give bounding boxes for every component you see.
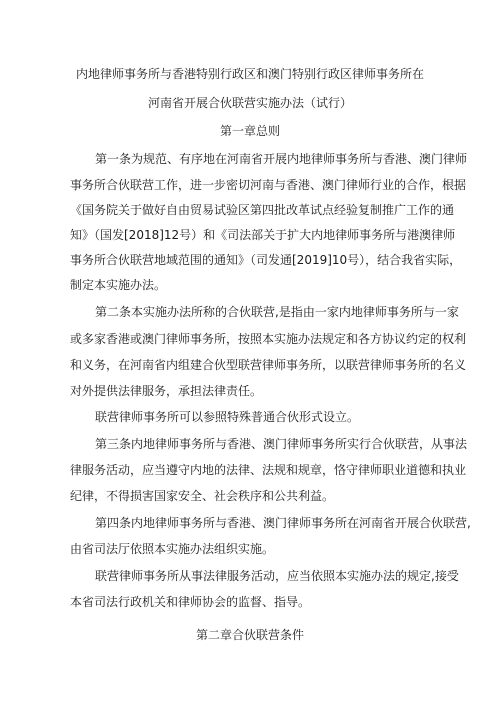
paragraph-line: 第二条本实施办法所称的合伙联营,是指由一家内地律师事务所与一家 <box>95 305 459 319</box>
paragraph-line: 知》（国发[2018]12号）和《司法部关于扩大内地律师事务所与港澳律师 <box>70 228 456 242</box>
paragraph-line: 事务所合伙联营工作，进一步密切河南与香港、澳门律师行业的合作，根据 <box>70 178 467 192</box>
chapter-heading-1: 第一章总则 <box>219 124 280 138</box>
paragraph-line: 联营律师事务所可以参照特殊普通合伙形式设立。 <box>95 410 360 424</box>
paragraph-line: 本省司法行政机关和律师协会的监督、指导。 <box>70 595 311 609</box>
paragraph-line: 联营律师事务所从事法律服务活动，应当依照本实施办法的规定,接受 <box>95 569 459 583</box>
chapter-heading-2: 第二章合伙联营条件 <box>195 628 304 642</box>
paragraph-line: 第三条内地律师事务所与香港、澳门律师事务所实行合伙联营，从事法 <box>95 437 468 451</box>
document-title-line-2: 河南省开展合伙联营实施办法（试行） <box>147 96 352 110</box>
paragraph-line: 纪律，不得损害国家安全、社会秩序和公共利益。 <box>70 489 335 503</box>
paragraph-line: 或多家香港或澳门律师事务所，按照本实施办法规定和各方协议约定的权利 <box>70 332 467 346</box>
paragraph-line: 对外提供法律服务，承担法律责任。 <box>70 384 263 398</box>
paragraph-line: 制定本实施办法。 <box>70 278 167 292</box>
document-title-line-1: 内地律师事务所与香港特别行政区和澳门特别行政区律师事务所在 <box>75 67 424 81</box>
paragraph-line: 第四条内地律师事务所与香港、澳门律师事务所在河南省开展合伙联营, <box>95 516 471 530</box>
paragraph-line: 事务所合伙联营地域范围的通知》（司发通[2019]10号），结合我省实际， <box>70 253 462 267</box>
paragraph-line: 律服务活动，应当遵守内地的法律、法规和规章，恪守律师职业道德和执业 <box>70 463 467 477</box>
paragraph-line: 第一条为规范、有序地在河南省开展内地律师事务所与香港、澳门律师 <box>95 152 468 166</box>
paragraph-line: 由省司法厅依照本实施办法组织实施。 <box>70 542 275 556</box>
paragraph-line: 和义务，在河南省内组建合伙型联营律师事务所，以联营律师事务所的名义 <box>70 358 467 372</box>
paragraph-line: 《国务院关于做好自由贸易试验区第四批改革试点经验复制推广工作的通 <box>70 203 455 217</box>
